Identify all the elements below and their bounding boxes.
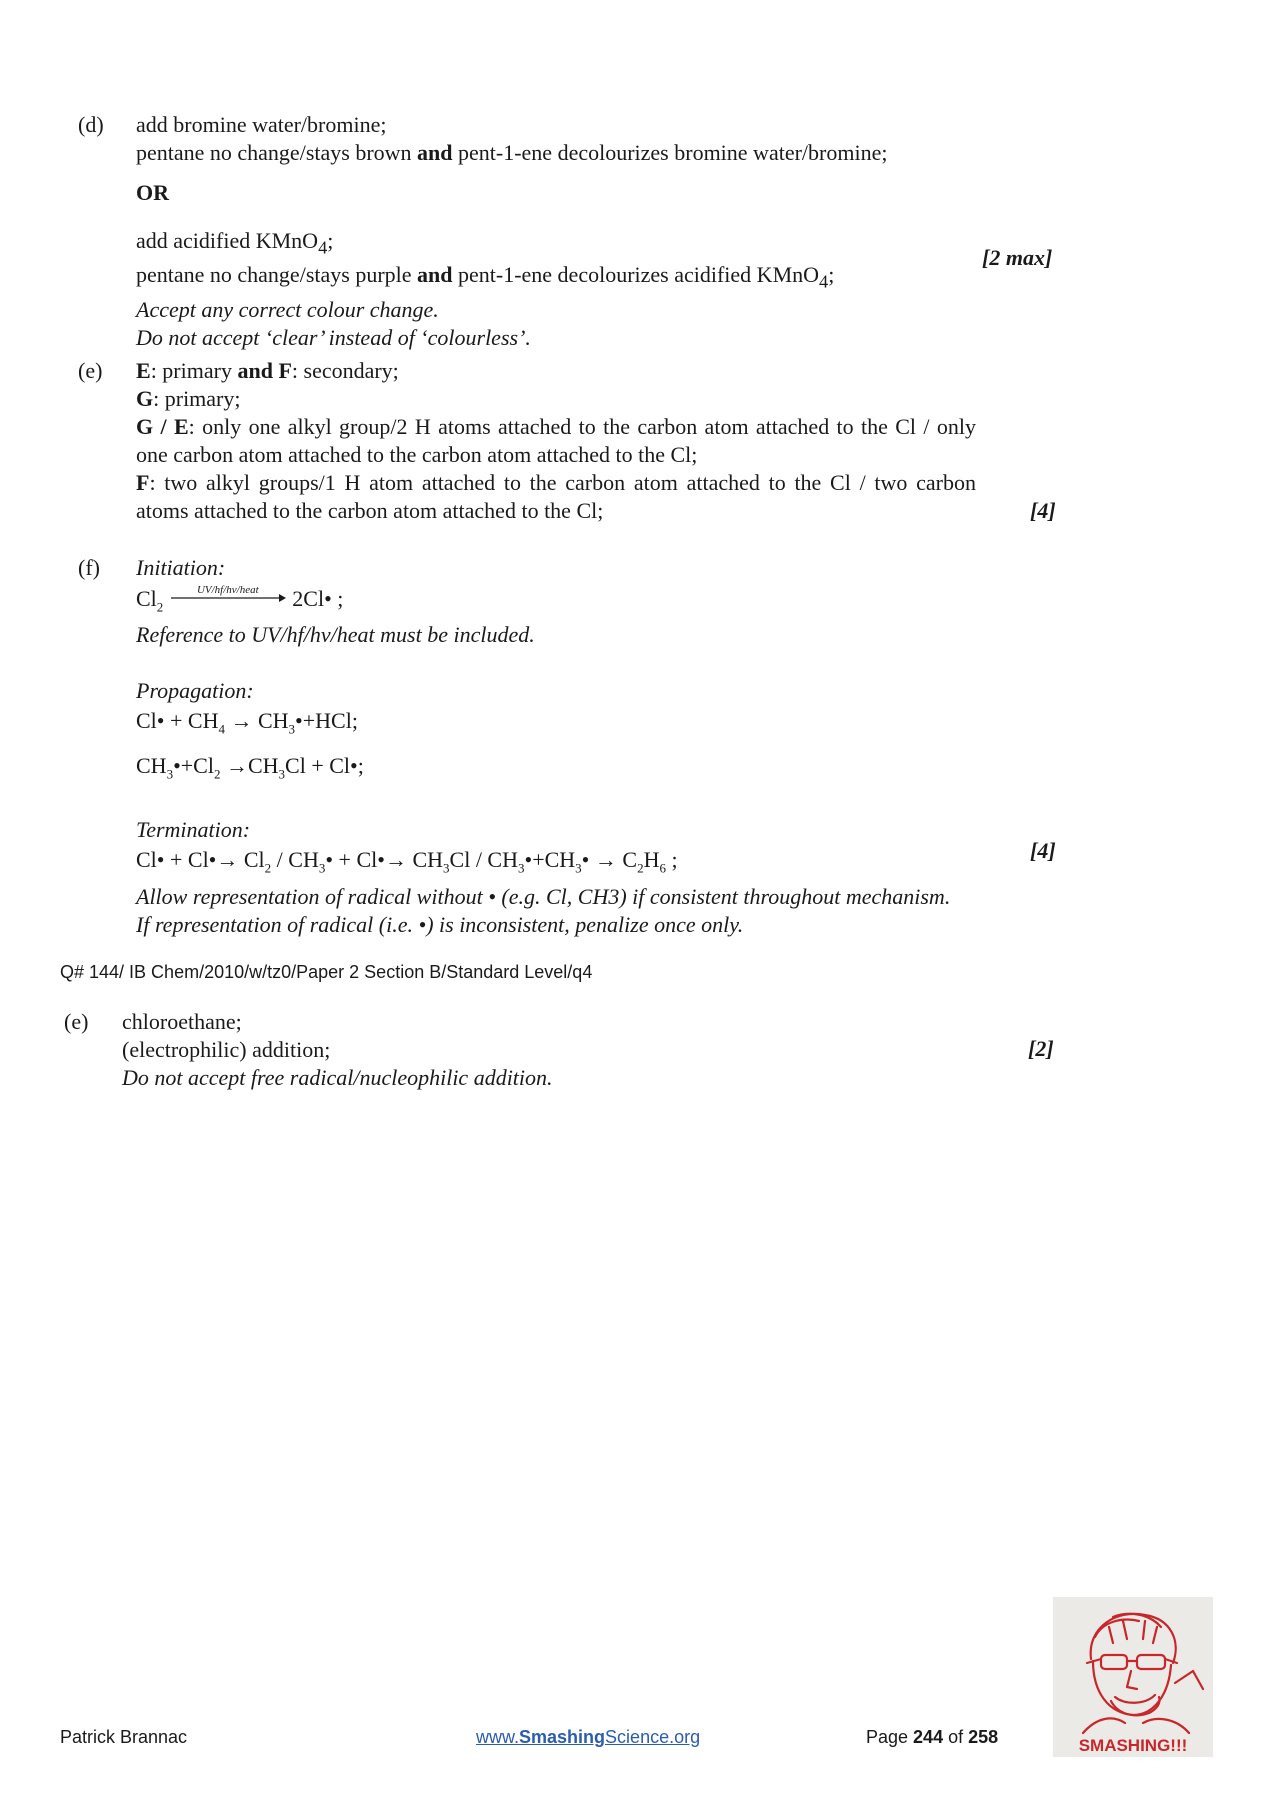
termination-equation: Cl• + Cl•→ $Cl_2$ / $CH_3•$ + Cl•→ $CH_3Cl$ / $CH_3•+CH_3• \to C_2H_6$ ; bbox=[136, 847, 678, 876]
initiation-equation: $Cl_2$ UV/hf/hv/heat 2Cl• ; bbox=[136, 584, 976, 621]
question-reference: Q# 144/ IB Chem/2010/w/tz0/Paper 2 Section B/Standard Level/q4 bbox=[60, 962, 593, 982]
termination-heading: Termination: bbox=[136, 817, 251, 843]
part-d-line1: add bromine water/bromine; bbox=[136, 112, 387, 137]
footer-author: Patrick Brannac bbox=[60, 1727, 188, 1747]
part-d-or: OR bbox=[136, 180, 169, 205]
part-e1-label: (e) bbox=[78, 358, 103, 383]
part-f-label: (f) bbox=[78, 555, 100, 580]
part-d-mark: [2 max] bbox=[982, 245, 1053, 270]
arrow-icon bbox=[169, 592, 287, 604]
part-e2-answer bbox=[122, 1008, 553, 1092]
part-e1-mark: [4] bbox=[1030, 498, 1056, 523]
arrow-condition: UV/hf/hv/heat bbox=[196, 584, 259, 596]
part-d-note1: Accept any correct colour change. bbox=[136, 296, 439, 322]
smashing-stamp-logo bbox=[1053, 1597, 1213, 1757]
part-e2-label: (e) bbox=[64, 1009, 89, 1034]
reaction-arrow bbox=[169, 584, 287, 608]
part-e1-line4: F: two alkyl groups/1 H atom attached to the carbon atom attached to the Cl / two carbon atoms attached to the carbon atom attached to the Cl; bbox=[136, 470, 976, 523]
part-e2-note: Do not accept free radical/nucleophilic addition. bbox=[122, 1065, 553, 1090]
part-e2-line1: chloroethane; bbox=[122, 1009, 242, 1034]
propagation-heading: Propagation: bbox=[136, 678, 254, 704]
part-e1-line2: G: primary; bbox=[136, 386, 241, 411]
part-d-line3: add acidified KMnO$_4$; bbox=[136, 228, 334, 258]
part-d-note2: Do not accept ‘clear’ instead of ‘colourless’. bbox=[136, 324, 531, 350]
footer-page-number: Page 244 of 258 bbox=[866, 1727, 999, 1747]
termination-note1: Allow representation of radical without • (e.g. Cl, CH3) if consistent throughout mechanism. bbox=[136, 883, 951, 909]
propagation-equation-2: $CH_3•+Cl_2 \to CH_3Cl$ + Cl•; bbox=[136, 752, 364, 782]
part-d-line2: pentane no change/stays brown and pent-1-ene decolourizes bromine water/bromine; bbox=[136, 140, 888, 165]
part-f-mark: [4] bbox=[1030, 838, 1056, 863]
initiation-note: Reference to UV/hf/hv/heat must be included. bbox=[136, 622, 535, 648]
termination-note2: If representation of radical (i.e. •) is inconsistent, penalize once only. bbox=[136, 911, 744, 937]
part-d-label: (d) bbox=[78, 112, 104, 137]
part-e2-line2: (electrophilic) addition; bbox=[122, 1037, 331, 1062]
part-e1-line3: G / E: only one alkyl group/2 H atoms attached to the carbon atom attached to the Cl / only one carbon atom attached to the carbon atom attached to the Cl; bbox=[136, 414, 976, 467]
part-f-answer bbox=[136, 554, 976, 939]
part-d-answer bbox=[136, 111, 976, 352]
part-e2-mark: [2] bbox=[1028, 1036, 1054, 1061]
part-d-line4: pentane no change/stays purple and pent-1-ene decolourizes acidified KMnO$_4$; bbox=[136, 262, 835, 292]
stamp-text: SMASHING!!! bbox=[1078, 1736, 1188, 1755]
part-e1-answer bbox=[136, 357, 976, 525]
footer-website-link[interactable]: www.SmashingScience.org bbox=[476, 1727, 701, 1747]
propagation-equation-1: Cl• + $CH_4$ → $CH_3•+HCl$; bbox=[136, 708, 358, 737]
initiation-heading: Initiation: bbox=[136, 555, 226, 580]
part-e1-line1: E: primary and F: secondary; bbox=[136, 358, 399, 383]
stamp-portrait-icon bbox=[1053, 1597, 1213, 1757]
